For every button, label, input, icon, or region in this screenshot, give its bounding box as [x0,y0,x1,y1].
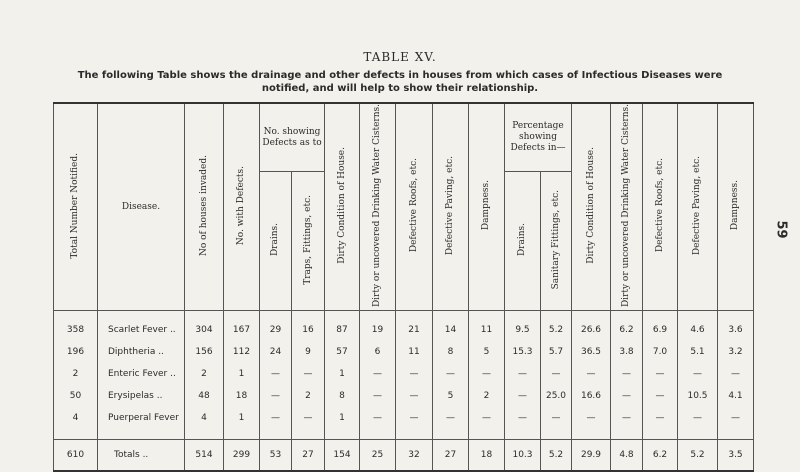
cell-houses: 514 [185,440,224,472]
cell-pct-paving: 4.6 [678,311,718,342]
cell-defects: 299 [224,440,260,472]
cell-pct-damp: 3.6 [718,311,754,342]
cell-pct-sanitary: — [541,407,572,429]
cell-drains: — [260,407,292,429]
header-pct-drains: Drains. [505,172,541,311]
cell-total: 2 [54,363,98,385]
cell-disease: Scarlet Fever .. [98,311,185,342]
cell-roofs: 32 [396,440,433,472]
cell-traps: 9 [292,341,325,363]
table-row [54,311,754,342]
table-row [54,385,754,407]
header-dampness: Dampness. [469,103,505,311]
header-pct-dirty-condition: Dirty Condition of House. [572,103,611,311]
header-showing-defects: No. showing Defects as to [260,103,325,172]
cell-traps: — [292,407,325,429]
cell-pct-damp: 3.5 [718,440,754,472]
cell-paving: 5 [433,385,469,407]
cell-houses: 156 [185,341,224,363]
cell-pct-sanitary: — [541,363,572,385]
header-pct-defective-paving: Defective Paving, etc. [678,103,718,311]
cell-paving: — [433,363,469,385]
cell-pct-paving: 10.5 [678,385,718,407]
cell-paving: — [433,407,469,429]
cell-disease: Erysipelas .. [98,385,185,407]
header-pct-defective-roofs: Defective Roofs, etc. [643,103,678,311]
cell-pct-damp: — [718,407,754,429]
cell-paving: 14 [433,311,469,342]
header-disease: Disease. [98,103,185,311]
cell-roofs: — [396,407,433,429]
cell-pct-cisterns: — [611,363,643,385]
cell-pct-roofs: 7.0 [643,341,678,363]
cell-disease: Totals .. [98,440,185,472]
table-row [54,363,754,385]
cell-pct-roofs: — [643,407,678,429]
cell-total: 610 [54,440,98,472]
cell-pct-drains: 9.5 [505,311,541,342]
header-percentage-group: Percentage showing Defects in— [505,103,572,172]
cell-pct-dirty: — [572,407,611,429]
cell-pct-dirty: 26.6 [572,311,611,342]
page-number: 59 [773,220,789,239]
cell-pct-roofs: 6.9 [643,311,678,342]
cell-defects: 167 [224,311,260,342]
defects-table [53,102,754,472]
cell-paving: 27 [433,440,469,472]
cell-defects: 1 [224,363,260,385]
cell-dirty: 8 [325,385,360,407]
cell-damp: 11 [469,311,505,342]
cell-roofs: — [396,363,433,385]
cell-pct-sanitary: 25.0 [541,385,572,407]
cell-roofs: 21 [396,311,433,342]
cell-cisterns: — [360,385,396,407]
cell-damp: 18 [469,440,505,472]
cell-traps: — [292,363,325,385]
cell-pct-dirty: — [572,363,611,385]
cell-cisterns: 19 [360,311,396,342]
cell-damp: — [469,363,505,385]
cell-pct-sanitary: 5.2 [541,311,572,342]
cell-pct-roofs: — [643,363,678,385]
header-no-with-defects: No. with Defects. [224,103,260,311]
cell-disease: Enteric Fever .. [98,363,185,385]
cell-cisterns: 25 [360,440,396,472]
cell-pct-drains: — [505,407,541,429]
totals-row [54,440,754,472]
cell-pct-cisterns: 3.8 [611,341,643,363]
header-defective-paving: Defective Paving, etc. [433,103,469,311]
header-total-notified: Total Number Notified. [54,103,98,311]
cell-paving: 8 [433,341,469,363]
header-dirty-cisterns: Dirty or uncovered Drinking Water Cisterns. [360,103,396,311]
cell-pct-damp: 4.1 [718,385,754,407]
cell-defects: 18 [224,385,260,407]
header-drains: Drains. [260,172,292,311]
header-dirty-condition: Dirty Condition of House. [325,103,360,311]
cell-traps: 27 [292,440,325,472]
cell-pct-cisterns: — [611,407,643,429]
cell-cisterns: 6 [360,341,396,363]
cell-pct-cisterns: 4.8 [611,440,643,472]
cell-drains: 53 [260,440,292,472]
cell-dirty: 57 [325,341,360,363]
cell-pct-cisterns: 6.2 [611,311,643,342]
cell-drains: 29 [260,311,292,342]
cell-pct-sanitary: 5.7 [541,341,572,363]
cell-traps: 2 [292,385,325,407]
cell-disease: Puerperal Fever [98,407,185,429]
cell-houses: 304 [185,311,224,342]
cell-total: 50 [54,385,98,407]
cell-pct-paving: 5.2 [678,440,718,472]
cell-defects: 1 [224,407,260,429]
cell-pct-drains: 15.3 [505,341,541,363]
cell-roofs: — [396,385,433,407]
header-pct-dirty-cisterns: Dirty or uncovered Drinking Water Cisterns. [611,103,643,311]
table-row [54,407,754,429]
cell-damp: 5 [469,341,505,363]
cell-pct-drains: 10.3 [505,440,541,472]
cell-dirty: 87 [325,311,360,342]
cell-drains: — [260,385,292,407]
cell-houses: 4 [185,407,224,429]
cell-houses: 2 [185,363,224,385]
cell-pct-drains: — [505,385,541,407]
cell-traps: 16 [292,311,325,342]
cell-total: 196 [54,341,98,363]
table-caption: The following Table shows the drainage and other defects in houses from which cases of Infectious Diseases were notified, and will help to show their relationship. [77,70,723,94]
header-defective-roofs: Defective Roofs, etc. [396,103,433,311]
header-houses-invaded: No of houses invaded. [185,103,224,311]
cell-pct-dirty: 16.6 [572,385,611,407]
cell-houses: 48 [185,385,224,407]
cell-drains: — [260,363,292,385]
table-row [54,341,754,363]
cell-pct-sanitary: 5.2 [541,440,572,472]
cell-cisterns: — [360,407,396,429]
cell-pct-dirty: 29.9 [572,440,611,472]
cell-pct-drains: — [505,363,541,385]
cell-cisterns: — [360,363,396,385]
cell-pct-roofs: — [643,385,678,407]
header-pct-dampness: Dampness. [718,103,754,311]
cell-defects: 112 [224,341,260,363]
cell-drains: 24 [260,341,292,363]
cell-pct-damp: — [718,363,754,385]
table-title: TABLE XV. [363,50,437,64]
cell-dirty: 154 [325,440,360,472]
cell-pct-paving: 5.1 [678,341,718,363]
header-traps: Traps, Fittings, etc. [292,172,325,311]
cell-pct-roofs: 6.2 [643,440,678,472]
header-pct-sanitary: Sanitary Fittings, etc. [541,172,572,311]
cell-disease: Diphtheria .. [98,341,185,363]
spacer-row [54,429,754,440]
cell-pct-dirty: 36.5 [572,341,611,363]
cell-damp: 2 [469,385,505,407]
cell-dirty: 1 [325,363,360,385]
cell-pct-cisterns: — [611,385,643,407]
cell-total: 4 [54,407,98,429]
cell-dirty: 1 [325,407,360,429]
cell-total: 358 [54,311,98,342]
cell-pct-paving: — [678,363,718,385]
cell-roofs: 11 [396,341,433,363]
cell-pct-damp: 3.2 [718,341,754,363]
cell-damp: — [469,407,505,429]
cell-pct-paving: — [678,407,718,429]
